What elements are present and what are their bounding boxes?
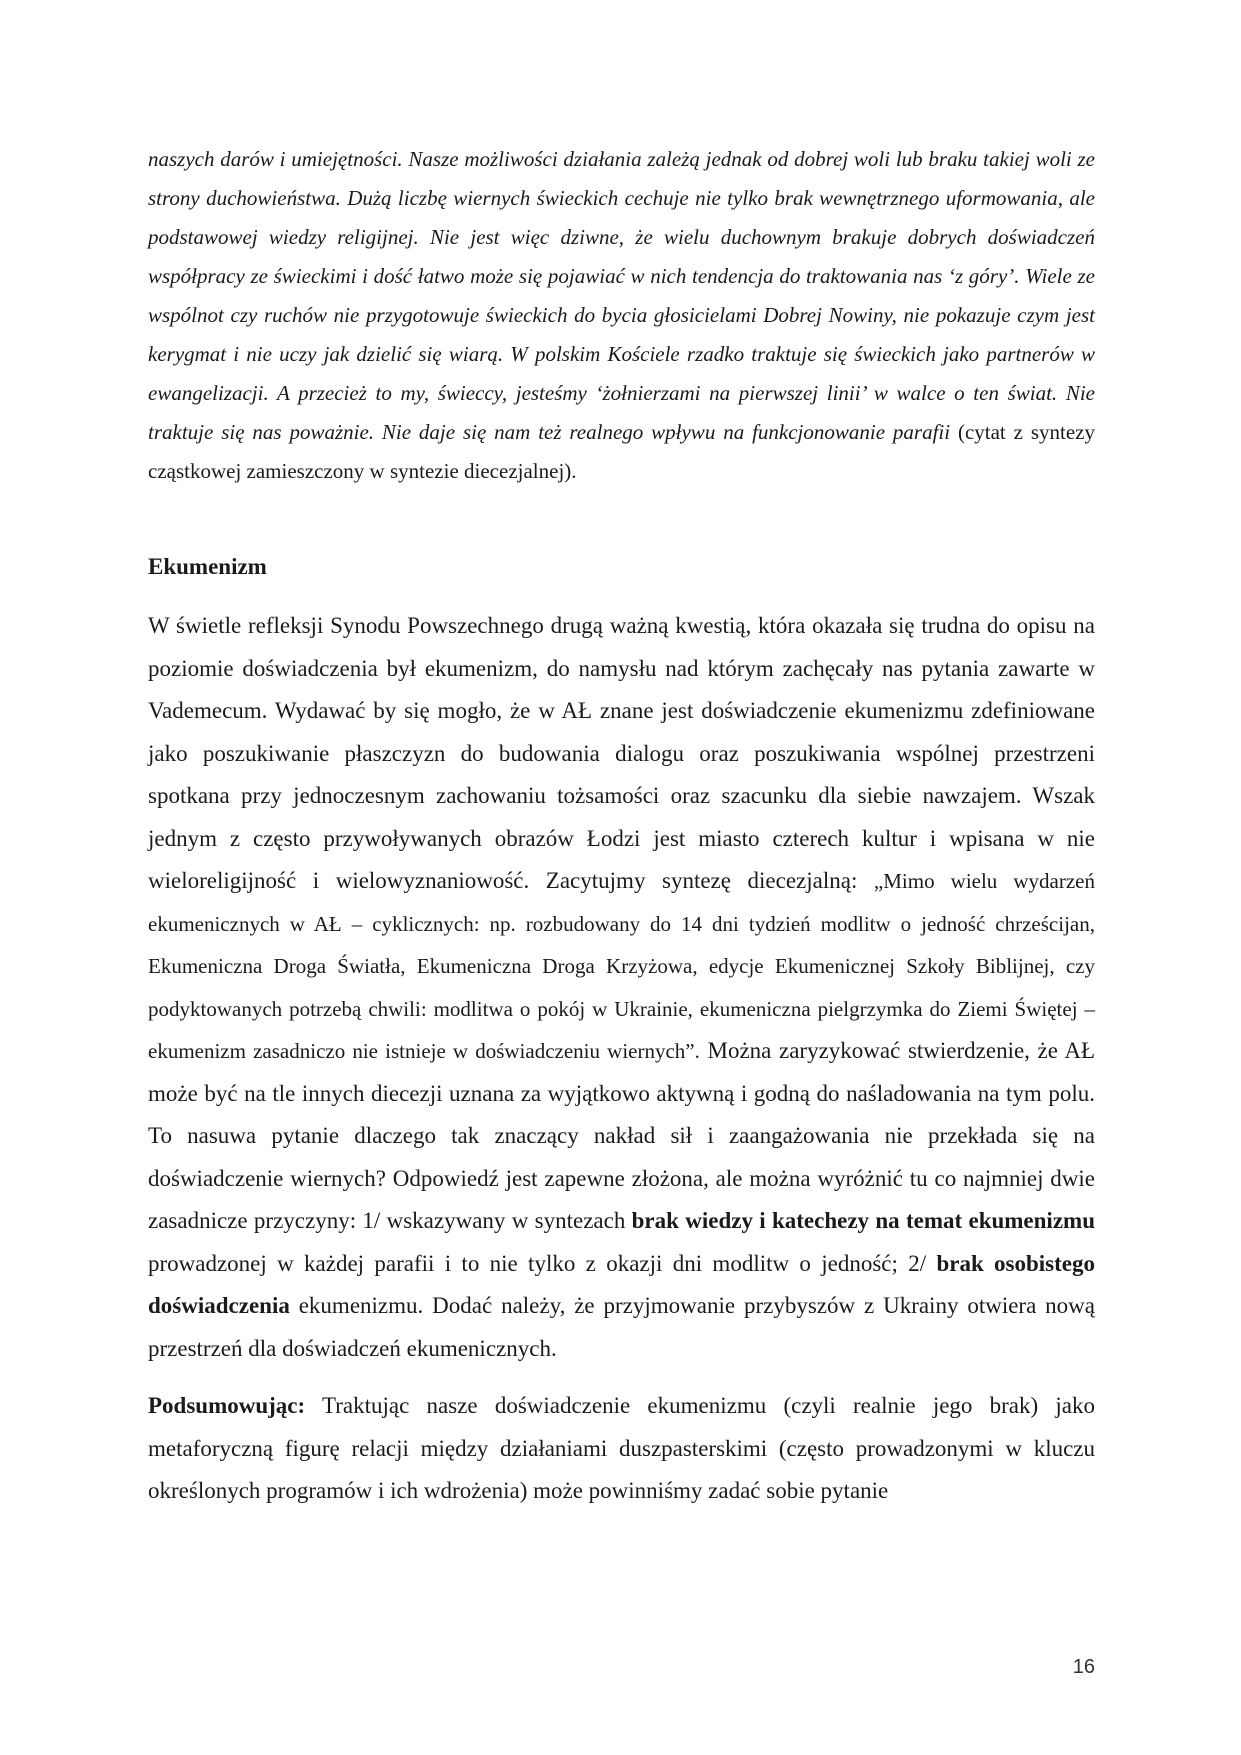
ecumenism-text-part2: Można zaryzykować stwierdzenie, że AŁ może być na tle innych diecezji uznana za wyjątkowo aktywną i godną do naśladowania na tym polu. To nasuwa pytanie dlaczego tak znaczący nakład sił i zaangażowania nie przekłada się na doświadczenie wiernych? Odpowiedź jest zapewne złożona, ale można wyróżnić tu co najmniej dwie zasadnicze przyczyny: 1/ wskazywany w syntezach xyxy=(148,1038,1095,1233)
page-number: 16 xyxy=(1072,1656,1095,1678)
page-content xyxy=(148,140,1095,1513)
quote-italic-text: naszych darów i umiejętności. Nasze możliwości działania zależą jednak od dobrej woli lub braku takiej woli ze strony duchowieństwa. Dużą liczbę wiernych świeckich cechuje nie tylko brak wewnętrznego uformowania, ale podstawowej wiedzy religijnej. Nie jest więc dziwne, że wielu duchownym brakuje dobrych doświadczeń współpracy ze świeckimi i dość łatwo może się pojawiać w nich tendencja do traktowania nas ‘z góry’. Wiele ze wspólnot czy ruchów nie przygotowuje świeckich do bycia głosicielami Dobrej Nowiny, nie pokazuje czym jest kerygmat i nie uczy jak dzielić się wiarą. W polskim Kościele rzadko traktuje się świeckich jako partnerów w ewangelizacji. A przecież to my, świeccy, jesteśmy ‘żołnierzami na pierwszej linii’ w walce o ten świat. Nie traktuje się nas poważnie. Nie daje się nam też realnego wpływu na funkcjonowanie parafii xyxy=(148,147,1095,444)
bold-phrase-lack-of-knowledge: brak wiedzy i katechezy na temat ekumenizmu xyxy=(631,1208,1095,1233)
ecumenism-text-part1: W świetle refleksji Synodu Powszechnego drugą ważną kwestią, która okazała się trudna do opisu na poziomie doświadczenia był ekumenizm, do namysłu nad którym zachęcały nas pytania zawarte w Vademecum. Wydawać by się mogło, że w AŁ znane jest doświadczenie ekumenizmu zdefiniowane jako poszukiwanie płaszczyzn do budowania dialogu oraz poszukiwania wspólnej przestrzeni spotkana przy jednoczesnym zachowaniu tożsamości oraz szacunku dla siebie nawzajem. Wszak jednym z często przywoływanych obrazów Łodzi jest miasto czterech kultur i wpisana w nie wieloreligijność i wielowyznaniowość. Zacytujmy syntezę diecezjalną: xyxy=(148,613,1095,893)
quote-citation: (cytat z syntezy cząstkowej zamieszczony w syntezie diecezjalnej). xyxy=(148,420,1095,483)
bold-phrase-lack-of-experience: brak osobistego doświadczenia xyxy=(148,1250,1096,1318)
quoted-synthesis-paragraph xyxy=(148,140,1095,491)
ecumenism-text-part3: prowadzonej w każdej parafii i to nie tylko z okazji dni modlitw o jedność; 2/ xyxy=(148,1250,937,1276)
ecumenism-paragraph xyxy=(148,605,1095,1370)
summary-text: Traktując nasze doświadczenie ekumenizmu (czyli realnie jego brak) jako metaforyczną figurę relacji między działaniami duszpasterskimi (często prowadzonymi w kluczu określonych programów i ich wdrożenia) może powinniśmy zadać sobie pytanie xyxy=(148,1393,1095,1503)
summary-label: Podsumowując: xyxy=(148,1393,306,1418)
summary-paragraph xyxy=(148,1385,1095,1513)
section-heading-ecumenism: Ekumenizm xyxy=(148,554,267,579)
diocesan-synthesis-quote: „Mimo wielu wydarzeń ekumenicznych w AŁ – cyklicznych: np. rozbudowany do 14 dni tydzień modlitw o jedność chrześcijan, Ekumeniczna Droga Światła, Ekumeniczna Droga Krzyżowa, edycje Ekumenicznej Szkoły Biblijnej, czy podyktowanych potrzebą chwili: modlitwa o pokój w Ukrainie, ekumeniczna pielgrzymka do Ziemi Świętej – ekumenizm zasadniczo nie istnieje w doświadczeniu wiernych”. xyxy=(148,869,1095,1063)
ecumenism-text-part4: ekumenizmu. Dodać należy, że przyjmowanie przybyszów z Ukrainy otwiera nową przestrzeń dla doświadczeń ekumenicznych. xyxy=(148,1293,1095,1361)
